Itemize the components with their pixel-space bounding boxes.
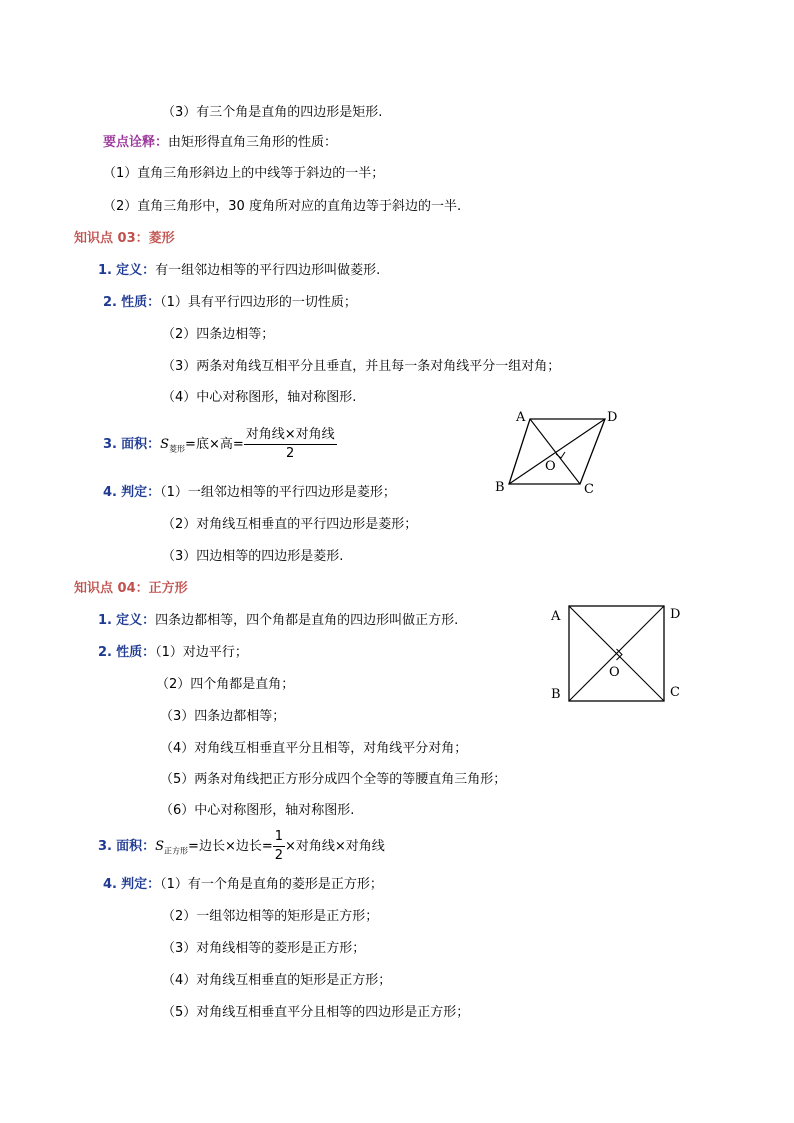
square-def-num: 1. [98,613,112,628]
square-area-label: 面积： [116,839,156,854]
rhombus-judge-2: （2）对角线互相垂直的平行四边形是菱形； [162,517,418,532]
rhombus-label-b: B [495,480,505,495]
square-area-numerator: 1 [273,828,285,847]
rhombus-def-num: 1. [98,263,112,278]
square-judge-1 [103,876,383,894]
rhombus-area-subscript: 菱形 [169,444,186,454]
square-property-1 [98,644,248,662]
note-item-1: （1）直角三角形斜边上的中线等于斜边的一半； [103,166,385,181]
rhombus-area-numerator: 对角线×对角线 [244,426,337,445]
rhombus-judge-label: 判定： [121,485,161,500]
rhombus-label-o: O [545,459,556,474]
rhombus-right-angle-mark [556,452,565,458]
rhombus-property-2: （2）四条边相等； [162,327,275,342]
square-label-c: C [670,685,680,700]
rhombus-definition [98,262,380,280]
square-area-fraction [273,828,285,865]
rhombus-judge-text-1: （1）一组邻边相等的平行四边形是菱形； [160,485,396,500]
rhombus-judge-3: （3）四边相等的四边形是菱形. [162,549,344,564]
rect-judge-item-3: （3）有三个角是直角的四边形是矩形. [162,105,383,120]
rhombus-figure [490,403,620,498]
rhombus-def-label: 定义： [116,263,156,278]
square-heading: 知识点 04：正方形 [74,581,188,596]
rhombus-property-3: （3）两条对角线互相平分且垂直，并且每一条对角线平分一组对角； [162,359,561,374]
rhombus-heading: 知识点 03：菱形 [74,231,175,246]
square-prop-label: 性质： [116,645,156,660]
rhombus-area-mid: =底×高= [185,437,244,452]
square-def-label: 定义： [116,613,156,628]
square-property-2: （2）四个角都是直角； [156,677,295,692]
square-judge-label: 判定： [121,877,161,892]
square-property-5: （5）两条对角线把正方形分成四个全等的等腰直角三角形； [160,772,507,787]
square-area-num: 3. [98,839,112,854]
square-property-4: （4）对角线互相垂直平分且相等，对角线平分对角； [160,741,468,756]
rhombus-label-a: A [516,410,526,425]
rhombus-property-4: （4）中心对称图形，轴对称图形. [162,390,357,405]
square-prop-text-1: （1）对边平行； [155,645,248,660]
square-area-tail: ×对角线×对角线 [285,839,385,854]
rhombus-judge-num: 4. [103,485,117,500]
rhombus-label-d: D [607,410,618,425]
square-prop-num: 2. [98,645,112,660]
square-figure [545,598,690,708]
rhombus-area-denominator: 2 [286,446,295,461]
square-label-o: O [609,665,620,680]
rhombus-prop-label: 性质： [121,295,161,310]
square-judge-num: 4. [103,877,117,892]
rhombus-area-fraction [244,426,337,463]
square-definition [98,612,458,630]
key-note [103,134,337,152]
rhombus-area [103,426,337,469]
rhombus-judge-1 [103,484,396,502]
square-judge-4: （4）对角线互相垂直的矩形是正方形； [162,973,392,988]
square-label-a: A [551,609,561,624]
rhombus-def-text: 有一组邻边相等的平行四边形叫做菱形. [155,263,381,278]
key-note-label: 要点诠释： [103,135,169,150]
square-label-d: D [670,607,681,622]
rhombus-area-num: 3. [103,437,117,452]
rhombus-area-label: 面积： [121,437,161,452]
rhombus-prop-text-1: （1）具有平行四边形的一切性质； [160,295,357,310]
rhombus-diagonal-ac [530,419,580,484]
square-def-text: 四条边都相等，四个角都是直角的四边形叫做正方形. [155,613,459,628]
square-area-symbol: S [155,839,165,854]
square-judge-3: （3）对角线相等的菱形是正方形； [162,941,366,956]
square-judge-text-1: （1）有一个角是直角的菱形是正方形； [160,877,383,892]
square-area-subscript: 正方形 [164,846,189,856]
square-area-mid: =边长×边长= [188,839,273,854]
rhombus-property-1 [103,294,357,312]
rhombus-area-symbol: S [160,437,170,452]
key-note-text: 由矩形得直角三角形的性质： [168,135,338,150]
square-area-denominator: 2 [274,848,284,863]
rhombus-diagonal-bd [509,419,605,484]
square-property-6: （6）中心对称图形，轴对称图形. [160,803,355,818]
square-label-b: B [551,687,561,702]
rhombus-label-c: C [584,482,594,497]
rhombus-prop-num: 2. [103,295,117,310]
note-item-2: （2）直角三角形中，30 度角所对应的直角边等于斜边的一半. [103,199,462,214]
square-property-3: （3）四条边都相等； [160,709,286,724]
square-judge-2: （2）一组邻边相等的矩形是正方形； [162,909,379,924]
square-judge-5: （5）对角线互相垂直平分且相等的四边形是正方形； [162,1005,470,1020]
square-area [98,828,385,871]
